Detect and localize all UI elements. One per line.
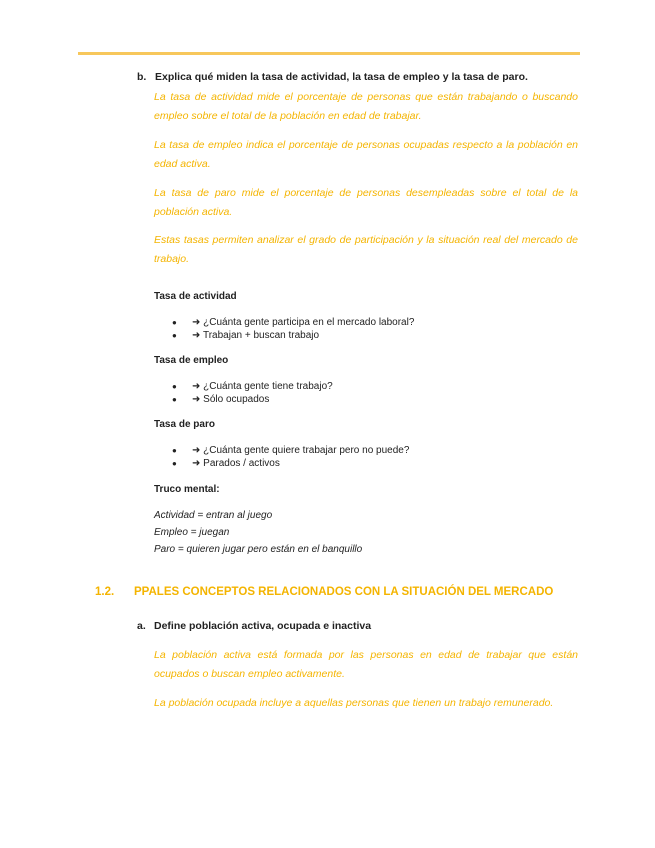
question-a-heading bbox=[137, 620, 371, 632]
list-marker: b. bbox=[137, 71, 147, 83]
note-list-empleo bbox=[172, 380, 333, 406]
section-title: PPALES CONCEPTOS RELACIONADOS CON LA SITUACIÓN DEL MERCADO bbox=[134, 586, 554, 598]
trick-line: Actividad = entran al juego bbox=[154, 510, 273, 521]
trick-line: Paro = quieren jugar pero están en el banquillo bbox=[154, 544, 363, 555]
answer-paragraph: La población ocupada incluye a aquellas personas que tienen un trabajo remunerado. bbox=[154, 697, 554, 709]
bullet-icon: ● bbox=[172, 459, 177, 468]
answer-paragraph: La tasa de paro mide el porcentaje de personas desempleadas sobre el total de la población activa. bbox=[154, 187, 578, 218]
note-title-actividad: Tasa de actividad bbox=[154, 291, 237, 302]
answer-paragraph: La tasa de empleo indica el porcentaje de personas ocupadas respecto a la población en edad activa. bbox=[154, 139, 578, 170]
bullet-icon: ● bbox=[172, 331, 177, 340]
section-number: 1.2. bbox=[95, 586, 115, 598]
header-rule bbox=[78, 52, 580, 55]
question-b-heading bbox=[137, 71, 582, 83]
list-marker: a. bbox=[137, 620, 146, 632]
answer-paragraph: La tasa de actividad mide el porcentaje de personas que están trabajando o buscando empleo sobre el total de la población en edad de trabajar. bbox=[154, 91, 578, 122]
list-item: ● ➜ ¿Cuánta gente tiene trabajo? bbox=[172, 381, 333, 392]
answer-paragraph: Estas tasas permiten analizar el grado de participación y la situación real del mercado de trabajo. bbox=[154, 234, 578, 265]
list-item: ● ➜ Parados / activos bbox=[172, 458, 280, 469]
answer-paragraph: La población activa está formada por las personas en edad de trabajar que están ocupados o buscan empleo activamente. bbox=[154, 649, 578, 680]
note-title-paro: Tasa de paro bbox=[154, 419, 215, 430]
question-text: Define población activa, ocupada e inactiva bbox=[154, 620, 372, 632]
bullet-icon: ● bbox=[172, 318, 177, 327]
note-list-actividad bbox=[172, 316, 414, 342]
bullet-icon: ● bbox=[172, 382, 177, 391]
question-text: Explica qué miden la tasa de actividad, la tasa de empleo y la tasa de paro. bbox=[155, 71, 528, 83]
list-item: ● ➜ ¿Cuánta gente quiere trabajar pero no puede? bbox=[172, 445, 410, 456]
bullet-icon: ● bbox=[172, 395, 177, 404]
list-item: ● ➜ Sólo ocupados bbox=[172, 394, 270, 405]
trick-line: Empleo = juegan bbox=[154, 527, 230, 538]
trick-title: Truco mental: bbox=[154, 484, 220, 495]
bullet-icon: ● bbox=[172, 446, 177, 455]
list-item: ● ➜ Trabajan + buscan trabajo bbox=[172, 330, 320, 341]
section-heading bbox=[95, 586, 585, 598]
note-title-empleo: Tasa de empleo bbox=[154, 355, 229, 366]
note-list-paro bbox=[172, 444, 409, 470]
list-item: ● ➜ ¿Cuánta gente participa en el mercado laboral? bbox=[172, 317, 415, 328]
